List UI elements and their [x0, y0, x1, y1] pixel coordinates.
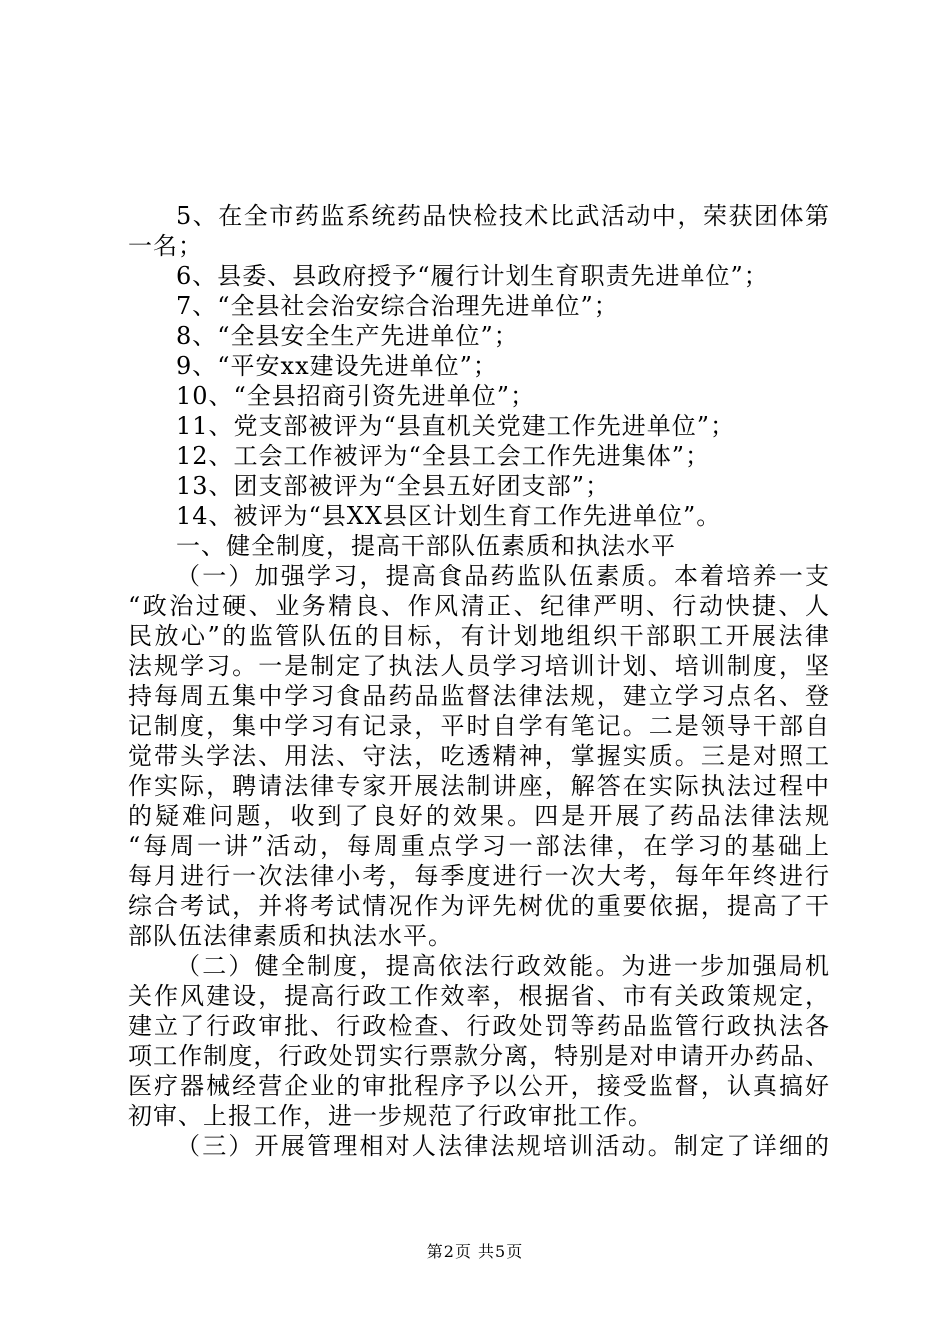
text-line: 10、“全县招商引资先进单位”；	[176, 382, 536, 410]
text-line: 7、“全县社会治安综合治理先进单位”；	[176, 292, 619, 320]
text-line: 11、党支部被评为“县直机关党建工作先进单位”；	[176, 412, 736, 440]
text-line: （一）加强学习，提高食品药监队伍素质。本着培养一支	[176, 562, 830, 590]
text-line: 的疑难问题，收到了良好的效果。四是开展了药品法律法规	[128, 802, 830, 830]
text-line: 项工作制度，行政处罚实行票款分离，特别是对申请开办药品、	[128, 1042, 830, 1070]
text-line: 民放心”的监管队伍的目标，有计划地组织干部职工开展法律	[128, 622, 830, 650]
text-line: 12、工会工作被评为“全县工会工作先进集体”；	[176, 442, 711, 470]
text-line: 关作风建设，提高行政工作效率，根据省、市有关政策规定，	[128, 982, 830, 1010]
text-line: 8、“全县安全生产先进单位”；	[176, 322, 519, 350]
text-line: 医疗器械经营企业的审批程序予以公开，接受监督，认真搞好	[128, 1072, 830, 1100]
text-line: （二）健全制度，提高依法行政效能。为进一步加强局机	[176, 952, 830, 980]
text-line: 5、在全市药监系统药品快检技术比武活动中，荣获团体第	[176, 202, 830, 230]
text-line: 初审、上报工作，进一步规范了行政审批工作。	[128, 1102, 653, 1130]
text-line: 记制度，集中学习有记录，平时自学有笔记。二是领导干部自	[128, 712, 830, 740]
text-line: 觉带头学法、用法、守法，吃透精神，掌握实质。三是对照工	[128, 742, 830, 770]
text-line: 综合考试，并将考试情况作为评先树优的重要依据，提高了干	[128, 892, 830, 920]
page-footer: 第2页 共5页	[426, 1242, 524, 1261]
text-line: 每月进行一次法律小考，每季度进行一次大考，每年年终进行	[128, 862, 830, 890]
text-line: 作实际，聘请法律专家开展法制讲座，解答在实际执法过程中	[128, 772, 830, 800]
text-line: 13、团支部被评为“全县五好团支部”；	[176, 472, 611, 500]
text-line: 持每周五集中学习食品药品监督法律法规，建立学习点名、登	[128, 682, 830, 710]
text-line: 一名；	[128, 232, 203, 260]
text-line: 建立了行政审批、行政检查、行政处罚等药品监管行政执法各	[128, 1012, 830, 1040]
text-line: 14、被评为“县XX县区计划生育工作先进单位”。	[176, 502, 722, 530]
text-line: 9、“平安xx建设先进单位”；	[176, 352, 498, 380]
text-line: “政治过硬、业务精良、作风清正、纪律严明、行动快捷、人	[128, 592, 830, 620]
text-line: “每周一讲”活动，每周重点学习一部法律，在学习的基础上	[128, 832, 830, 860]
text-line: 6、县委、县政府授予“履行计划生育职责先进单位”；	[176, 262, 769, 290]
document-body	[128, 201, 830, 1161]
text-line: 一、健全制度，提高干部队伍素质和执法水平	[176, 532, 676, 560]
text-line: 法规学习。一是制定了执法人员学习培训计划、培训制度，坚	[128, 652, 830, 680]
text-line: 部队伍法律素质和执法水平。	[128, 922, 453, 950]
text-line: （三）开展管理相对人法律法规培训活动。制定了详细的	[176, 1132, 830, 1160]
